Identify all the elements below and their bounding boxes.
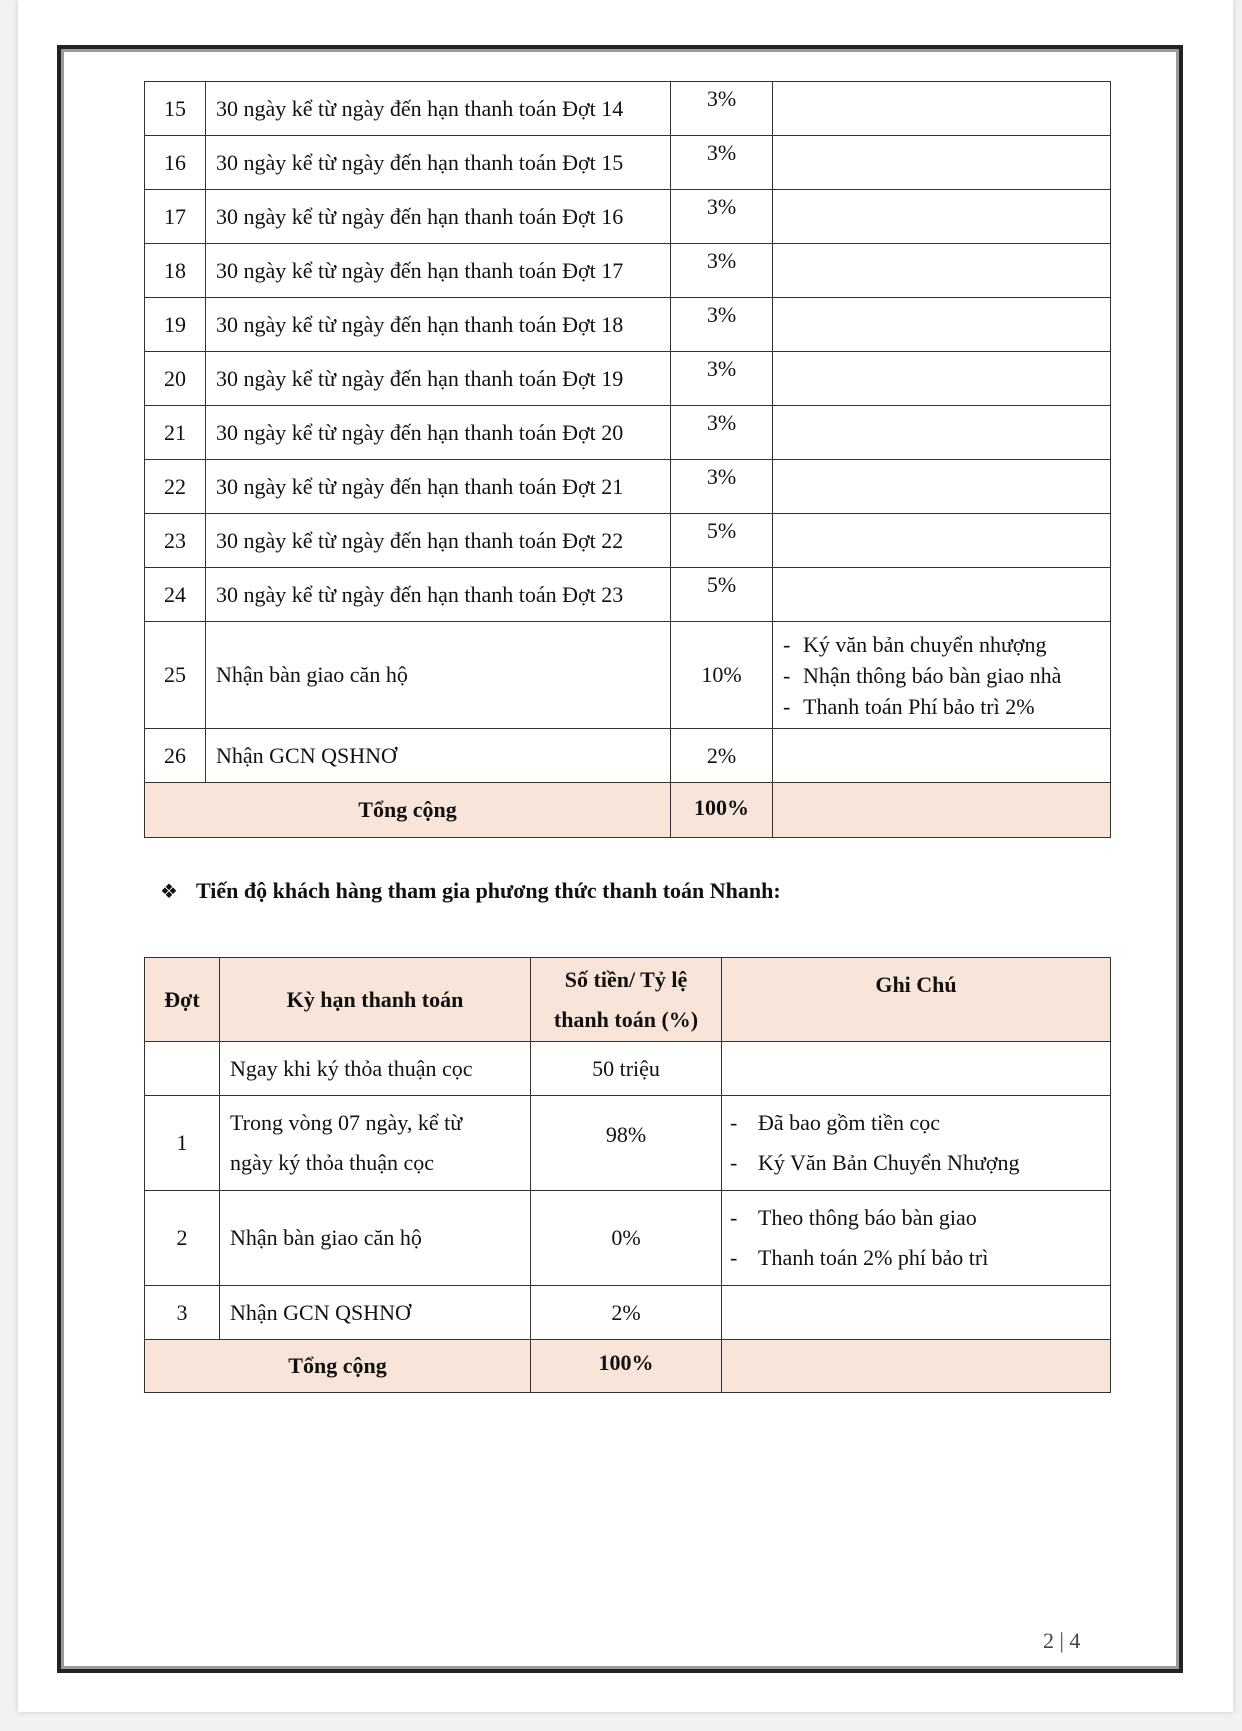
total-label: Tổng cộng (145, 783, 671, 838)
payment-term: Nhận GCN QSHNƠ (206, 729, 671, 783)
table-header-row (145, 958, 1111, 1042)
table-row (145, 1042, 1111, 1096)
payment-percent: 3% (671, 460, 773, 514)
installment-number: 17 (145, 190, 206, 244)
installment-number: 16 (145, 136, 206, 190)
total-row (145, 783, 1111, 838)
payment-notes (773, 298, 1111, 352)
diamond-bullet-icon: ❖ (160, 879, 178, 903)
table-row (145, 352, 1111, 406)
payment-percent: 3% (671, 298, 773, 352)
payment-notes (722, 1286, 1111, 1340)
total-percent: 100% (671, 783, 773, 838)
table-row (145, 1286, 1111, 1340)
table-row (145, 514, 1111, 568)
payment-percent: 2% (671, 729, 773, 783)
installment-number: 3 (145, 1286, 220, 1340)
payment-term: 30 ngày kể từ ngày đến hạn thanh toán Đợt 22 (206, 514, 671, 568)
payment-term: 30 ngày kể từ ngày đến hạn thanh toán Đợt 23 (206, 568, 671, 622)
payment-term: 30 ngày kể từ ngày đến hạn thanh toán Đợt 20 (206, 406, 671, 460)
payment-notes (773, 460, 1111, 514)
table-row (145, 136, 1111, 190)
payment-percent: 3% (671, 244, 773, 298)
section-heading (160, 878, 781, 904)
note-item: - Thanh toán Phí bảo trì 2% (783, 691, 1110, 722)
payment-term: 30 ngày kể từ ngày đến hạn thanh toán Đợt 19 (206, 352, 671, 406)
notes-list (722, 1198, 1110, 1278)
payment-notes (722, 1096, 1111, 1191)
installment-number: 25 (145, 622, 206, 729)
payment-notes (773, 82, 1111, 136)
table-row (145, 1191, 1111, 1286)
note-item: - Thanh toán 2% phí bảo trì (730, 1238, 1110, 1278)
installment-number: 26 (145, 729, 206, 783)
header-note: Ghi Chú (722, 958, 1111, 1042)
payment-term: 30 ngày kể từ ngày đến hạn thanh toán Đợt 21 (206, 460, 671, 514)
installment-number: 18 (145, 244, 206, 298)
table-row (145, 729, 1111, 783)
installment-number: 1 (145, 1096, 220, 1191)
payment-term: Ngay khi ký thỏa thuận cọc (220, 1042, 531, 1096)
installment-number: 2 (145, 1191, 220, 1286)
payment-percent: 5% (671, 514, 773, 568)
total-row (145, 1340, 1111, 1393)
header-term: Kỳ hạn thanh toán (220, 958, 531, 1042)
payment-notes (773, 729, 1111, 783)
installment-number: 20 (145, 352, 206, 406)
payment-notes (722, 1042, 1111, 1096)
total-notes (722, 1340, 1111, 1393)
table-row (145, 1096, 1111, 1191)
table-row (145, 298, 1111, 352)
payment-notes (773, 136, 1111, 190)
payment-notes (773, 622, 1111, 729)
payment-notes (773, 514, 1111, 568)
header-installment: Đợt (145, 958, 220, 1042)
payment-percent: 98% (531, 1096, 722, 1191)
total-percent: 100% (531, 1340, 722, 1393)
payment-term: Trong vòng 07 ngày, kể từ ngày ký thỏa thuận cọc (220, 1096, 531, 1191)
installment-number: 22 (145, 460, 206, 514)
table-row (145, 568, 1111, 622)
payment-term: 30 ngày kể từ ngày đến hạn thanh toán Đợt 15 (206, 136, 671, 190)
table-row (145, 190, 1111, 244)
payment-term: 30 ngày kể từ ngày đến hạn thanh toán Đợt 14 (206, 82, 671, 136)
payment-percent: 10% (671, 622, 773, 729)
note-item: - Đã bao gồm tiền cọc (730, 1103, 1110, 1143)
note-item: - Ký văn bản chuyển nhượng (783, 629, 1110, 660)
payment-percent: 3% (671, 190, 773, 244)
note-item: - Ký Văn Bản Chuyển Nhượng (730, 1143, 1110, 1183)
payment-percent: 2% (531, 1286, 722, 1340)
installment-number: 23 (145, 514, 206, 568)
notes-list (722, 1103, 1110, 1183)
payment-notes (773, 190, 1111, 244)
payment-notes (773, 568, 1111, 622)
payment-term: 30 ngày kể từ ngày đến hạn thanh toán Đợt 18 (206, 298, 671, 352)
installment-number: 19 (145, 298, 206, 352)
note-item: - Theo thông báo bàn giao (730, 1198, 1110, 1238)
note-item: - Nhận thông báo bàn giao nhà (783, 660, 1110, 691)
installment-number (145, 1042, 220, 1096)
payment-percent: 5% (671, 568, 773, 622)
total-notes (773, 783, 1111, 838)
payment-notes (773, 406, 1111, 460)
table-row (145, 460, 1111, 514)
payment-percent: 0% (531, 1191, 722, 1286)
total-label: Tổng cộng (145, 1340, 531, 1393)
payment-percent: 3% (671, 136, 773, 190)
table-row (145, 406, 1111, 460)
notes-list (773, 629, 1110, 722)
payment-percent: 3% (671, 406, 773, 460)
section-heading-text: Tiến độ khách hàng tham gia phương thức thanh toán Nhanh: (196, 878, 781, 903)
installment-number: 24 (145, 568, 206, 622)
payment-term: Nhận bàn giao căn hộ (206, 622, 671, 729)
payment-percent: 3% (671, 82, 773, 136)
payment-amount: 50 triệu (531, 1042, 722, 1096)
payment-percent: 3% (671, 352, 773, 406)
payment-term: 30 ngày kể từ ngày đến hạn thanh toán Đợt 16 (206, 190, 671, 244)
payment-schedule-table-fast (144, 957, 1111, 1393)
payment-notes (773, 352, 1111, 406)
payment-term: 30 ngày kể từ ngày đến hạn thanh toán Đợt 17 (206, 244, 671, 298)
page-number: 2 | 4 (1043, 1628, 1081, 1653)
payment-notes (773, 244, 1111, 298)
table-row (145, 622, 1111, 729)
installment-number: 15 (145, 82, 206, 136)
payment-notes (722, 1191, 1111, 1286)
installment-number: 21 (145, 406, 206, 460)
payment-term: Nhận bàn giao căn hộ (220, 1191, 531, 1286)
header-percent: Số tiền/ Tỷ lệ thanh toán (%) (531, 958, 722, 1042)
table-row (145, 82, 1111, 136)
table-row (145, 244, 1111, 298)
payment-schedule-table-standard (144, 81, 1111, 838)
payment-term: Nhận GCN QSHNƠ (220, 1286, 531, 1340)
